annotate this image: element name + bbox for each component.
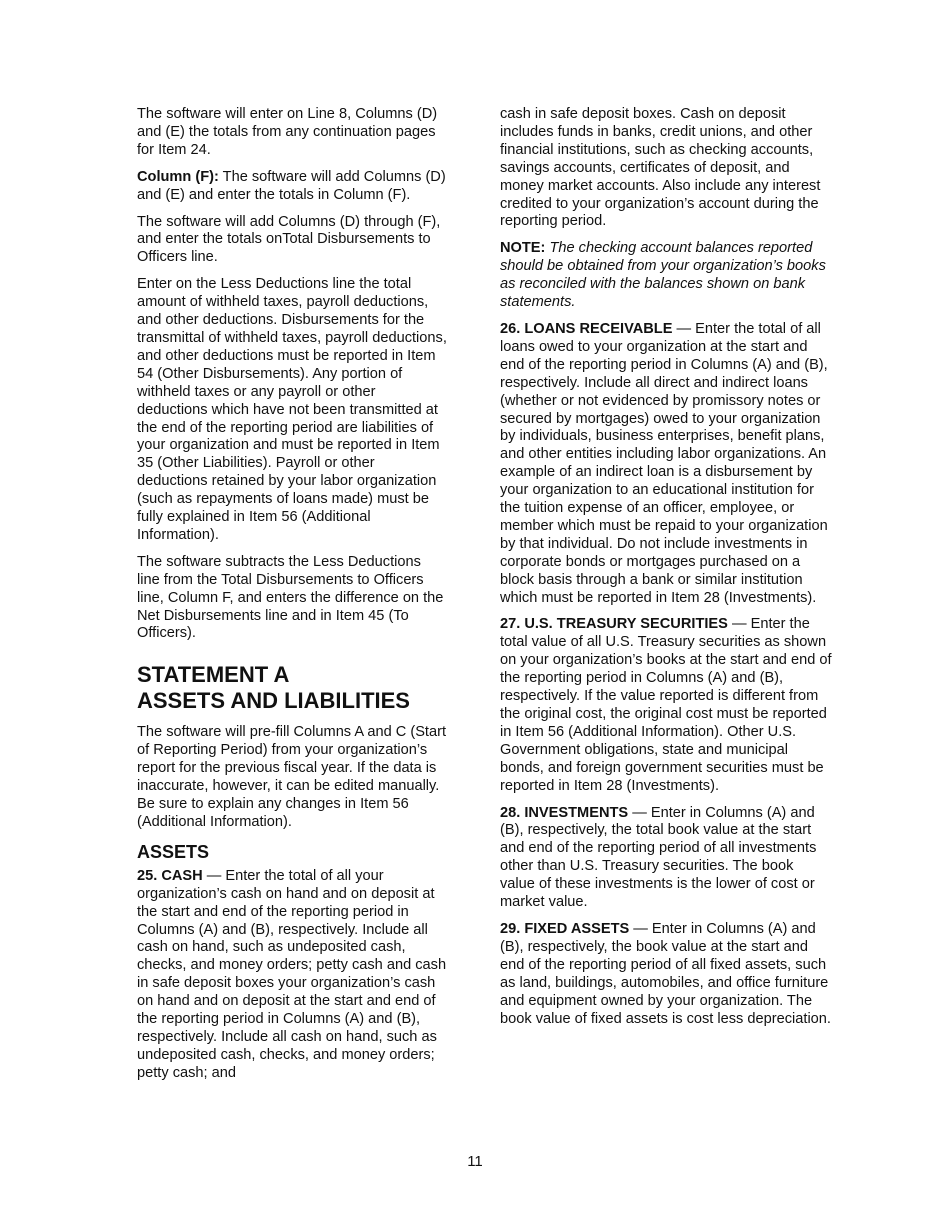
item-25-cash	[137, 868, 447, 1083]
item-29-text: — Enter in Columns (A) and (B), respectively, the book value at the start and end of the reporting period of all fixed assets, such as land, buildings, automobiles, and office furniture and equipment owned by your organization. The book value of fixed assets is cost less depreciation.	[500, 920, 831, 1027]
statement-a-heading-line2: ASSETS AND LIABILITIES	[137, 688, 410, 714]
paragraph-cash-continued: cash in safe deposit boxes. Cash on deposit includes funds in banks, credit unions, and other financial institutions, such as checking accounts, savings accounts, certificates of deposit, and money market accounts. Also include any interest credited to your organization’s account during the reporting period.	[500, 106, 821, 230]
note-text: The checking account balances reported should be obtained from your organization’s books as reconciled with the balances shown on bank statements.	[500, 240, 826, 311]
statement-a-heading-line1: STATEMENT A	[137, 662, 290, 688]
item-26-text: — Enter the total of all loans owed to your organization at the start and end of the reporting period in Columns (A) and (B), respectively. Include all direct and indirect loans (whether or not evidenced by promissory notes or secured by mortgages) owed to your organization by individuals, business enterprises, benefit plans, and other entities including labor organizations. An example of an indirect loan is a disbursement by your organization to an educational institution for the tuition expense of an officer, employee, or member which must be repaid to your organization by that individual. Do not include investments in corporate bonds or mortgages purchased on a block basis through a bank or similar institution which must be reported in Item 28 (Investments).	[500, 320, 828, 606]
right-column	[500, 106, 832, 1037]
assets-subheading: ASSETS	[137, 841, 210, 862]
column-f-label: Column (F):	[137, 168, 219, 185]
item-25-label: 25. CASH	[137, 867, 203, 884]
item-27-text: — Enter the total value of all U.S. Treasury securities as shown on your organization’s books at the start and end of the reporting period in Columns (A) and (B), respectively. If the value reported is different from the original cost, the original cost must be reported in Item 56 (Additional Information). Other U.S. Government obligations, state and municipal bonds, and foreign government securities must be reported in Item 28 (Investments).	[500, 616, 832, 794]
note-label: NOTE:	[500, 240, 546, 257]
paragraph-net-disbursements: The software subtracts the Less Deductions line from the Total Disbursements to Officers line, Column F, and enters the difference on the Net Disbursements line and in Item 45 (To Officers).	[137, 553, 444, 642]
paragraph-prefill: The software will pre-fill Columns A and C (Start of Reporting Period) from your organization’s report for the previous fiscal year. If the data is inaccurate, however, it can be edited manually. Be sure to explain any changes in Item 56 (Additional Information).	[137, 724, 447, 830]
column-f-text: The software will add Columns (D) and (E) and enter the totals in Column (F).	[137, 168, 446, 203]
paragraph-column-f	[137, 169, 447, 205]
paragraph-continuation-pages: The software will enter on Line 8, Columns (D) and (E) the totals from any continuation pages for Item 24.	[137, 106, 438, 158]
paragraph-less-deductions: Enter on the Less Deductions line the total amount of withheld taxes, payroll deductions, and other deductions. Disbursements for the transmittal of withheld taxes, payroll deductions, and other deductions must be reported in Item 54 (Other Disbursements). Any portion of withheld taxes or any payroll or other deductions which have not been transmitted at the end of the reporting period are liabilities of your organization and must be reported in Item 35 (Other Liabilities). Payroll or other deductions retained by your labor organization (such as repayments of loans made) must be fully explained in Item 56 (Additional Information).	[137, 276, 447, 543]
note-paragraph	[500, 240, 832, 312]
item-28-text: — Enter in Columns (A) and (B), respectively, the total book value at the start and end of the reporting period of all investments other than U.S. Treasury securities. The book value of these investments is the lower of cost or market value.	[500, 804, 817, 911]
left-column	[137, 106, 447, 1092]
item-27-treasury-securities	[500, 616, 832, 795]
item-26-loans-receivable	[500, 321, 832, 608]
item-28-investments	[500, 805, 832, 912]
page-number: 11	[467, 1153, 483, 1170]
statement-a-heading	[137, 662, 447, 714]
item-28-label: 28. INVESTMENTS	[500, 804, 629, 821]
item-27-label: 27. U.S. TREASURY SECURITIES	[500, 616, 728, 633]
item-29-label: 29. FIXED ASSETS	[500, 920, 630, 937]
paragraph-total-disbursements: The software will add Columns (D) through (F), and enter the totals onTotal Disbursements to Officers line.	[137, 213, 441, 266]
item-29-fixed-assets	[500, 921, 832, 1028]
item-26-label: 26. LOANS RECEIVABLE	[500, 320, 673, 337]
item-25-text: — Enter the total of all your organization’s cash on hand and on deposit at the start and end of the reporting period in Columns (A) and (B), respectively. Include all cash on hand, such as undeposited cash, checks, and money orders; petty cash and cash in safe deposit boxes your organization’s cash on hand and on deposit at the start and end of the reporting period in Columns (A) and (B), respectively. Include all cash on hand, such as undeposited cash, checks, and money orders; petty cash; and	[137, 867, 447, 1081]
